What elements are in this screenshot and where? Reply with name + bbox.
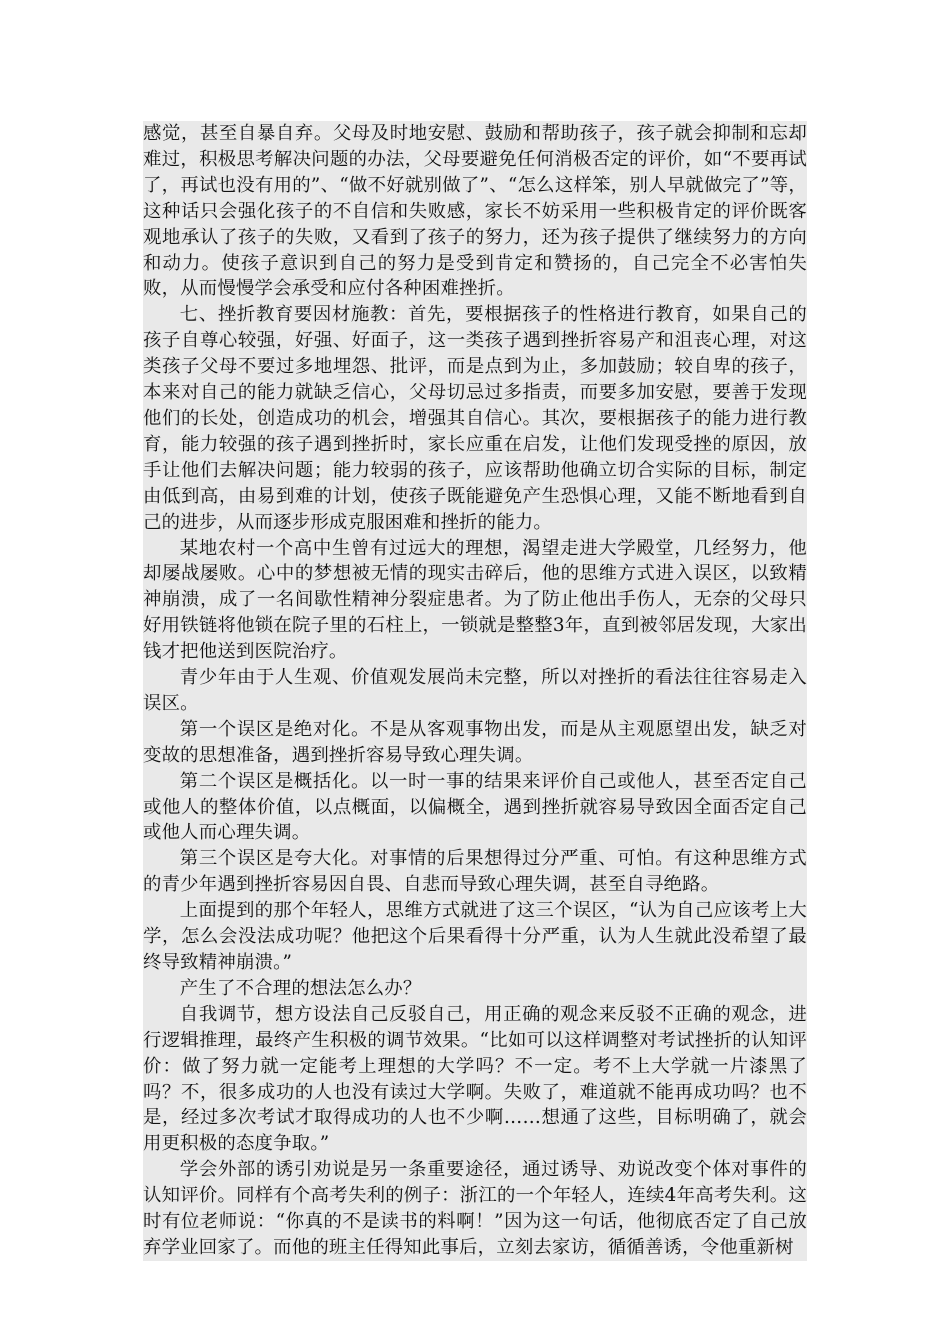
paragraph-4: 青少年由于人生观、价值观发展尚未完整，所以对挫折的看法往往容易走入误区。 xyxy=(143,667,807,714)
paragraph-5: 第一个误区是绝对化。不是从客观事物出发，而是从主观愿望出发，缺乏对变故的思想准备，遇到挫折容易导致心理失调。 xyxy=(143,718,807,766)
paragraph-10: 自我调节，想方设法自己反驳自己，用正确的观念来反驳不正确的观念，进行逻辑推理，最终产生积极的调节效果。“比如可以这样调整对考试挫折的认知评价：做了努力就一定能考上理想的大学吗？不一定。考不上大学就一片漆黑了吗？不，很多成功的人也没有读过大学啊。失败了，难道就不能再成功吗？也不是，经过多次考试才取得成功的人也不少啊……想通了这些，目标明确了，就会用更积极的态度争取。” xyxy=(143,1003,807,1155)
paragraph-9: 产生了不合理的想法怎么办？ xyxy=(179,977,422,999)
paragraph-11: 学会外部的诱引劝说是另一条重要途径，通过诱导、劝说改变个体对事件的认知评价。同样有个高考失利的例子：浙江的一个年轻人，连续4年高考失利。这时有位老师说：“你真的不是读书的料啊！”因为这一句话，他彻底否定了自己放弃学业回家了。而他的班主任得知此事后，立刻去家访，循循善诱，令他重新树 xyxy=(143,1159,807,1258)
paragraph-7: 第三个误区是夸大化。对事情的后果想得过分严重、可怕。有这种思维方式的青少年遇到挫折容易因自畏、自悲而导致心理失调，甚至自寻绝路。 xyxy=(143,848,807,896)
paragraph-6: 第二个误区是概括化。以一时一事的结果来评价自己或他人，甚至否定自己或他人的整体价值，以点概面，以偏概全，遇到挫折就容易导致因全面否定自己或他人而心理失调。 xyxy=(143,770,807,844)
paragraph-3: 某地农村一个高中生曾有过远大的理想，渴望走进大学殿堂，几经努力，他却屡战屡败。心中的梦想被无情的现实击碎后，他的思维方式进入误区，以致精神崩溃，成了一名间歇性精神分裂症患者。为了防止他出手伤人，无奈的父母只好用铁链将他锁在院子里的石柱上，一锁就是整整3年，直到被邻居发现，大家出钱才把他送到医院治疗。 xyxy=(143,537,807,663)
body-text xyxy=(143,121,807,1261)
paragraph-2: 七、挫折教育要因材施教：首先，要根据孩子的性格进行教育，如果自己的孩子自尊心较强，好强、好面子，这一类孩子遇到挫折容易产和沮丧心理，对这类孩子父母不要过多地埋怨、批评，而是点到为止，多加鼓励；较自卑的孩子，本来对自己的能力就缺乏信心，父母切忌过多指责，而要多加安慰，要善于发现他们的长处，创造成功的机会，增强其自信心。其次，要根据孩子的能力进行教育，能力较强的孩子遇到挫折时，家长应重在启发，让他们发现受挫的原因，放手让他们去解决问题；能力较弱的孩子，应该帮助他确立切合实际的目标，制定由低到高，由易到难的计划，使孩子既能避免产生恐惧心理，又能不断地看到自己的进步，从而逐步形成克服困难和挫折的能力。 xyxy=(143,304,807,533)
paragraph-8: 上面提到的那个年轻人，思维方式就进了这三个误区，“认为自己应该考上大学，怎么会没法成功呢？他把这个后果看得十分严重，认为人生就此没希望了最终导致精神崩溃。” xyxy=(143,900,807,973)
paragraph-1: 感觉，甚至自暴自弃。父母及时地安慰、鼓励和帮助孩子，孩子就会抑制和忘却难过，积极思考解决问题的办法，父母要避免任何消极否定的评价，如“不要再试了，再试也没有用的”、“做不好就别做了”、“怎么这样笨，别人早就做完了”等，这种话只会强化孩子的不自信和失败感，家长不妨采用一些积极肯定的评价既客观地承认了孩子的失败，又看到了孩子的努力，还为孩子提供了继续努力的方向和动力。使孩子意识到自己的努力是受到肯定和赞扬的，自己完全不必害怕失败，从而慢慢学会承受和应付各种困难挫折。 xyxy=(143,123,807,300)
